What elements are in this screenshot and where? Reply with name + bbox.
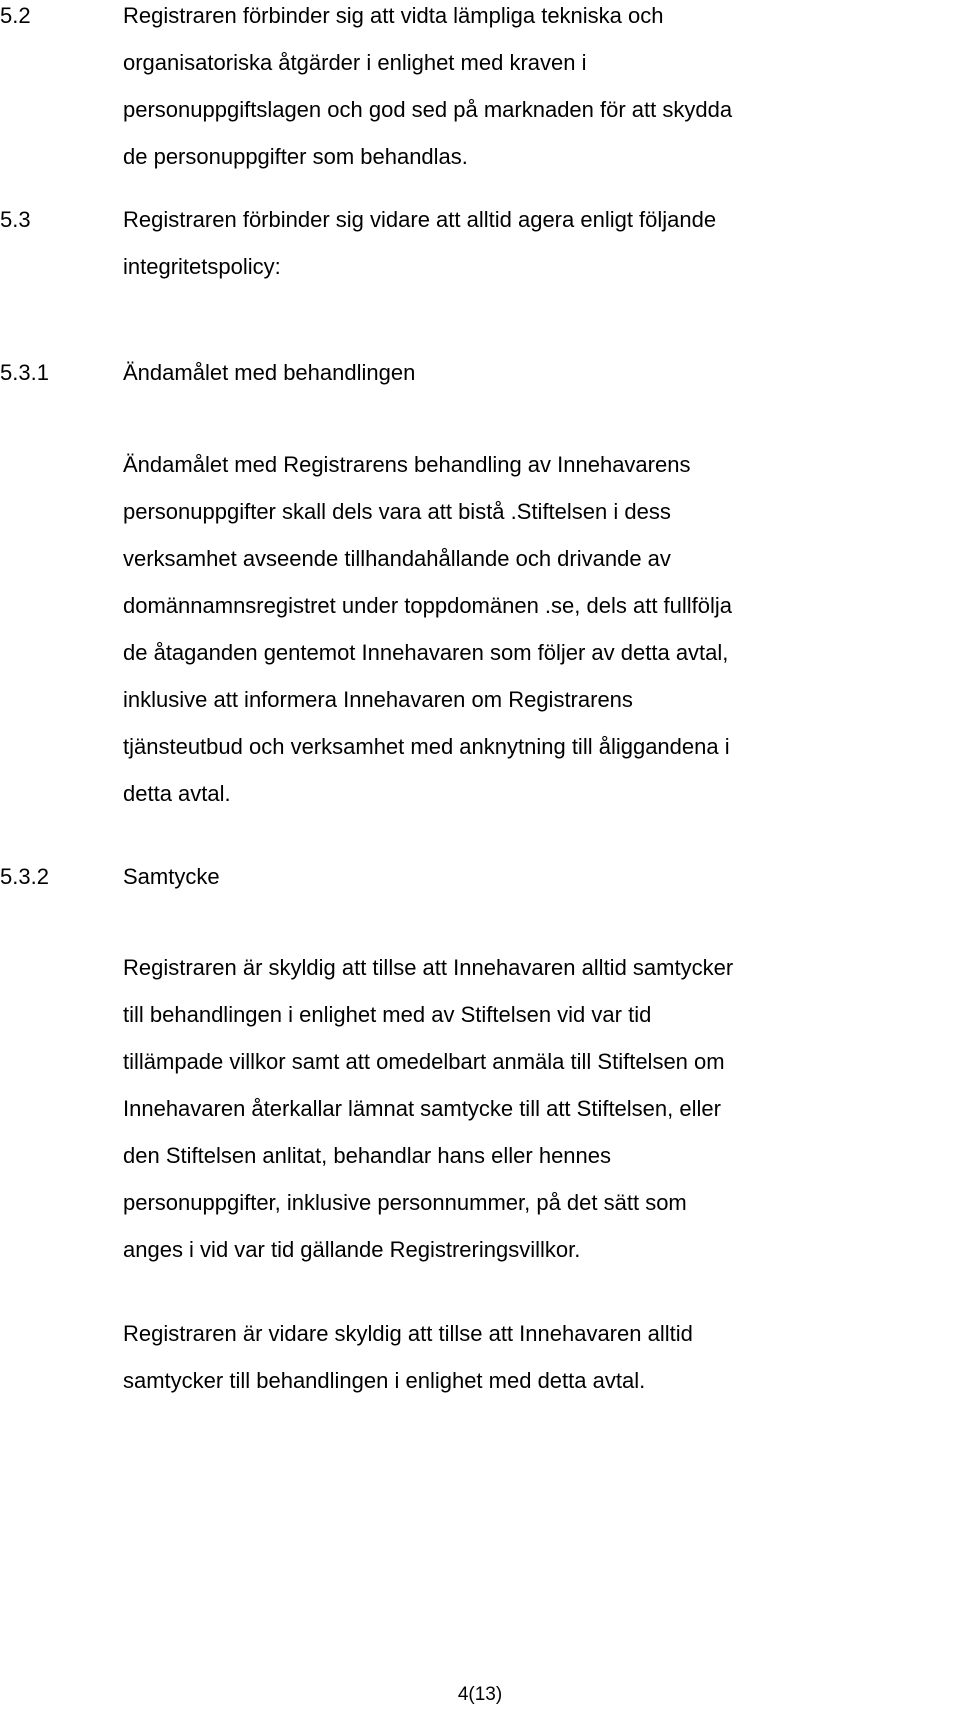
- section-number: 5.2: [0, 3, 31, 28]
- section-number: 5.3.2: [0, 864, 49, 889]
- section-heading: Samtycke: [123, 864, 220, 889]
- section-5-2: [0, 0, 960, 180]
- section-paragraph: Registraren är vidare skyldig att tillse att Innehavaren alltid samtycker till behandlingen i enlighet med detta avtal.: [123, 1321, 693, 1393]
- page-number: 4(13): [457, 1684, 503, 1705]
- section-paragraph: Registraren förbinder sig vidare att alltid agera enligt följande integritetspolicy:: [123, 207, 717, 279]
- section-paragraph: Registraren är skyldig att tillse att Innehavaren alltid samtycker till behandlingen i enlighet med av Stiftelsen vid var tid tillämpade villkor samt att omedelbart anmäla till Stiftelsen om Innehavaren återkallar lämnat samtycke till att Stiftelsen, eller den Stiftelsen anlitat, behandlar hans eller hennes personuppgifter, inklusive personnummer, på det sätt som anges i vid var tid gällande Registreringsvillkor.: [123, 955, 734, 1262]
- section-paragraph: Ändamålet med Registrarens behandling av Innehavarens personuppgifter skall dels vara att bistå .Stiftelsen i dess verksamhet avseende tillhandahållande och drivande av domännamnsregistret under toppdomänen .se, dels att fullfölja de åtaganden gentemot Innehavaren som följer av detta avtal, inklusive att informera Innehavaren om Registrarens tjänsteutbud och verksamhet med anknytning till åliggandena i detta avtal.: [123, 452, 733, 806]
- section-5-3-1-heading: [0, 349, 960, 396]
- section-paragraph: Registraren förbinder sig att vidta lämpliga tekniska och organisatoriska åtgärder i enlighet med kraven i personuppgiftslagen och god sed på marknaden för att skydda de personuppgifter som behandlas.: [123, 3, 733, 169]
- section-number: 5.3.1: [0, 360, 49, 385]
- section-5-3-1-body: [0, 441, 960, 817]
- section-5-3-2-body-1: [0, 944, 960, 1273]
- section-heading: Ändamålet med behandlingen: [123, 360, 416, 385]
- section-5-3-2-heading: [0, 853, 960, 900]
- section-5-3: [0, 196, 960, 290]
- section-5-3-2-body-2: [0, 1310, 960, 1404]
- page-footer: [0, 1683, 960, 1707]
- section-number: 5.3: [0, 207, 31, 232]
